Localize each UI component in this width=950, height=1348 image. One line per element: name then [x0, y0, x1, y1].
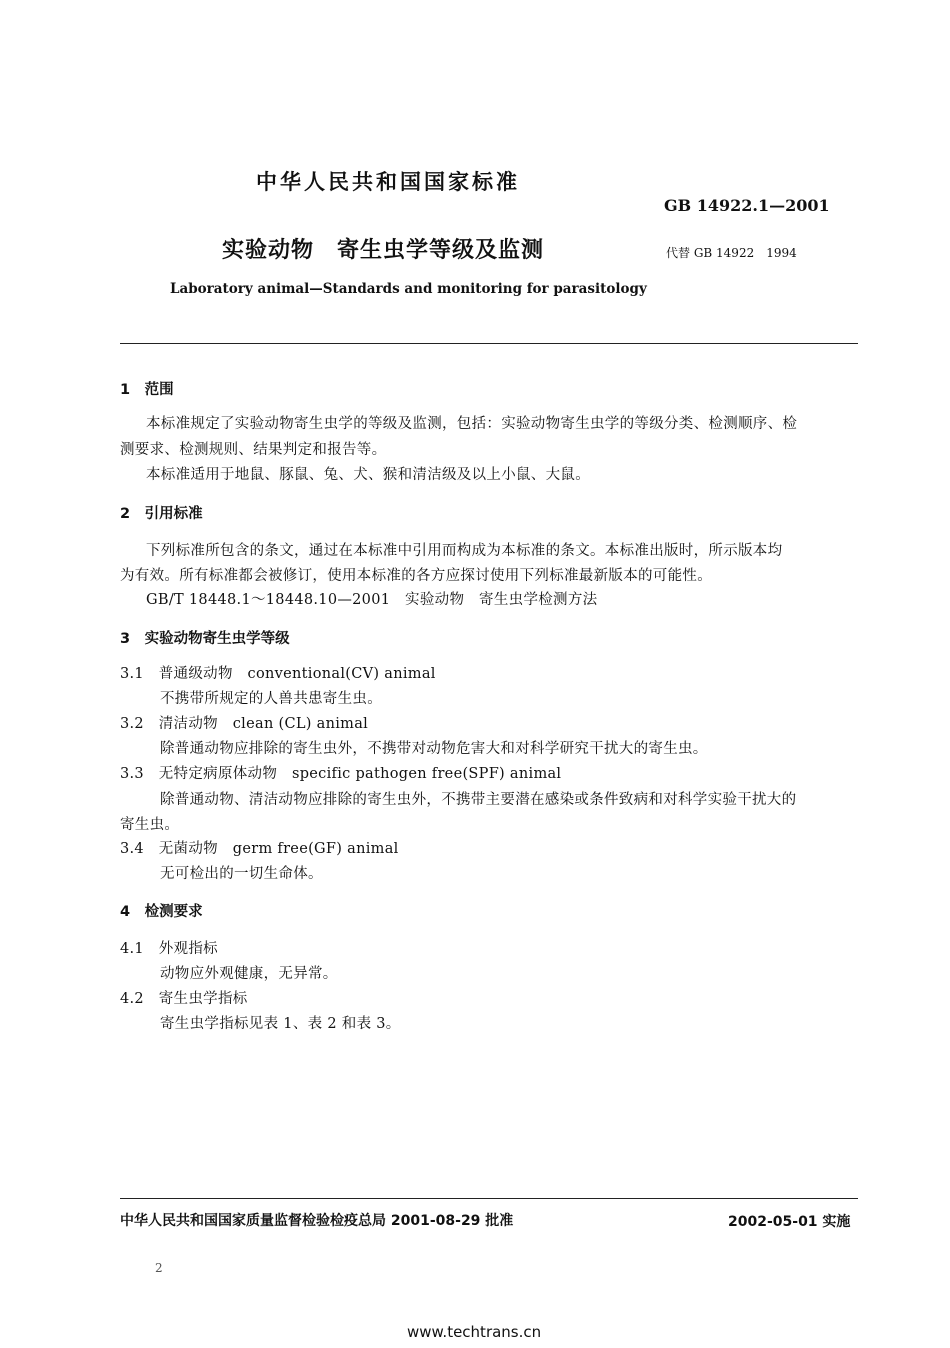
item-3-3-text-line-1: 除普通动物、清洁动物应排除的寄生虫外，不携带主要潜在感染或条件致病和对科学实验干扰大的 [160, 792, 797, 808]
item-3-1-title: 3.1 普通级动物 conventional(CV) animal [120, 666, 436, 682]
item-3-2-text: 除普通动物应排除的寄生虫外，不携带对动物危害大和对科学研究干扰大的寄生虫。 [160, 741, 708, 757]
item-3-2-title: 3.2 清洁动物 clean (CL) animal [120, 716, 369, 732]
section-3-heading: 3 实验动物寄生虫学等级 [120, 631, 290, 647]
header-divider [120, 343, 858, 344]
replaces-standard: 代替 GB 14922 1994 [666, 246, 797, 260]
document-title-cn: 实验动物 寄生虫学等级及监测 [222, 238, 545, 263]
section-1-paragraph-2: 本标准适用于地鼠、豚鼠、兔、犬、猴和清洁级及以上小鼠、大鼠。 [146, 467, 590, 483]
item-3-1-text: 不携带所规定的人兽共患寄生虫。 [160, 691, 382, 707]
section-2-paragraph-line-2: 为有效。所有标准都会被修订，使用本标准的各方应探讨使用下列标准最新版本的可能性。 [120, 568, 712, 584]
document-title-en: Laboratory animal—Standards and monitoring for parasitology [170, 281, 647, 297]
approval-line: 中华人民共和国国家质量监督检验检疫总局 2001-08-29 批准 [120, 1213, 514, 1229]
section-4-heading: 4 检测要求 [120, 904, 203, 920]
item-4-2-title: 4.2 寄生虫学指标 [120, 991, 248, 1007]
item-3-3-text-line-2: 寄生虫。 [120, 817, 180, 833]
item-3-4-text: 无可检出的一切生命体。 [160, 866, 323, 882]
footer-divider [120, 1198, 858, 1199]
section-1-paragraph-1-line-2: 测要求、检测规则、结果判定和报告等。 [120, 442, 387, 458]
standard-code: GB 14922.1—2001 [664, 196, 830, 215]
page-number: 2 [155, 1261, 163, 1275]
section-2-heading: 2 引用标准 [120, 506, 203, 522]
item-3-4-title: 3.4 无菌动物 germ free(GF) animal [120, 841, 399, 857]
section-2-reference: GB/T 18448.1～18448.10—2001 实验动物 寄生虫学检测方法 [146, 592, 598, 608]
item-3-3-title: 3.3 无特定病原体动物 specific pathogen free(SPF) animal [120, 766, 562, 782]
implementation-date: 2002-05-01 实施 [728, 1214, 851, 1230]
item-4-1-text: 动物应外观健康，无异常。 [160, 966, 338, 982]
national-standard-heading: 中华人民共和国国家标准 [256, 170, 520, 194]
section-2-paragraph-line-1: 下列标准所包含的条文，通过在本标准中引用而构成为本标准的条文。本标准出版时，所示版本均 [146, 543, 783, 559]
item-4-2-text: 寄生虫学指标见表 1、表 2 和表 3。 [160, 1016, 401, 1032]
section-1-heading: 1 范围 [120, 382, 174, 398]
website-link[interactable]: www.techtrans.cn [407, 1323, 542, 1341]
section-1-paragraph-1-line-1: 本标准规定了实验动物寄生虫学的等级及监测，包括：实验动物寄生虫学的等级分类、检测顺序、检 [146, 416, 798, 432]
item-4-1-title: 4.1 外观指标 [120, 941, 218, 957]
